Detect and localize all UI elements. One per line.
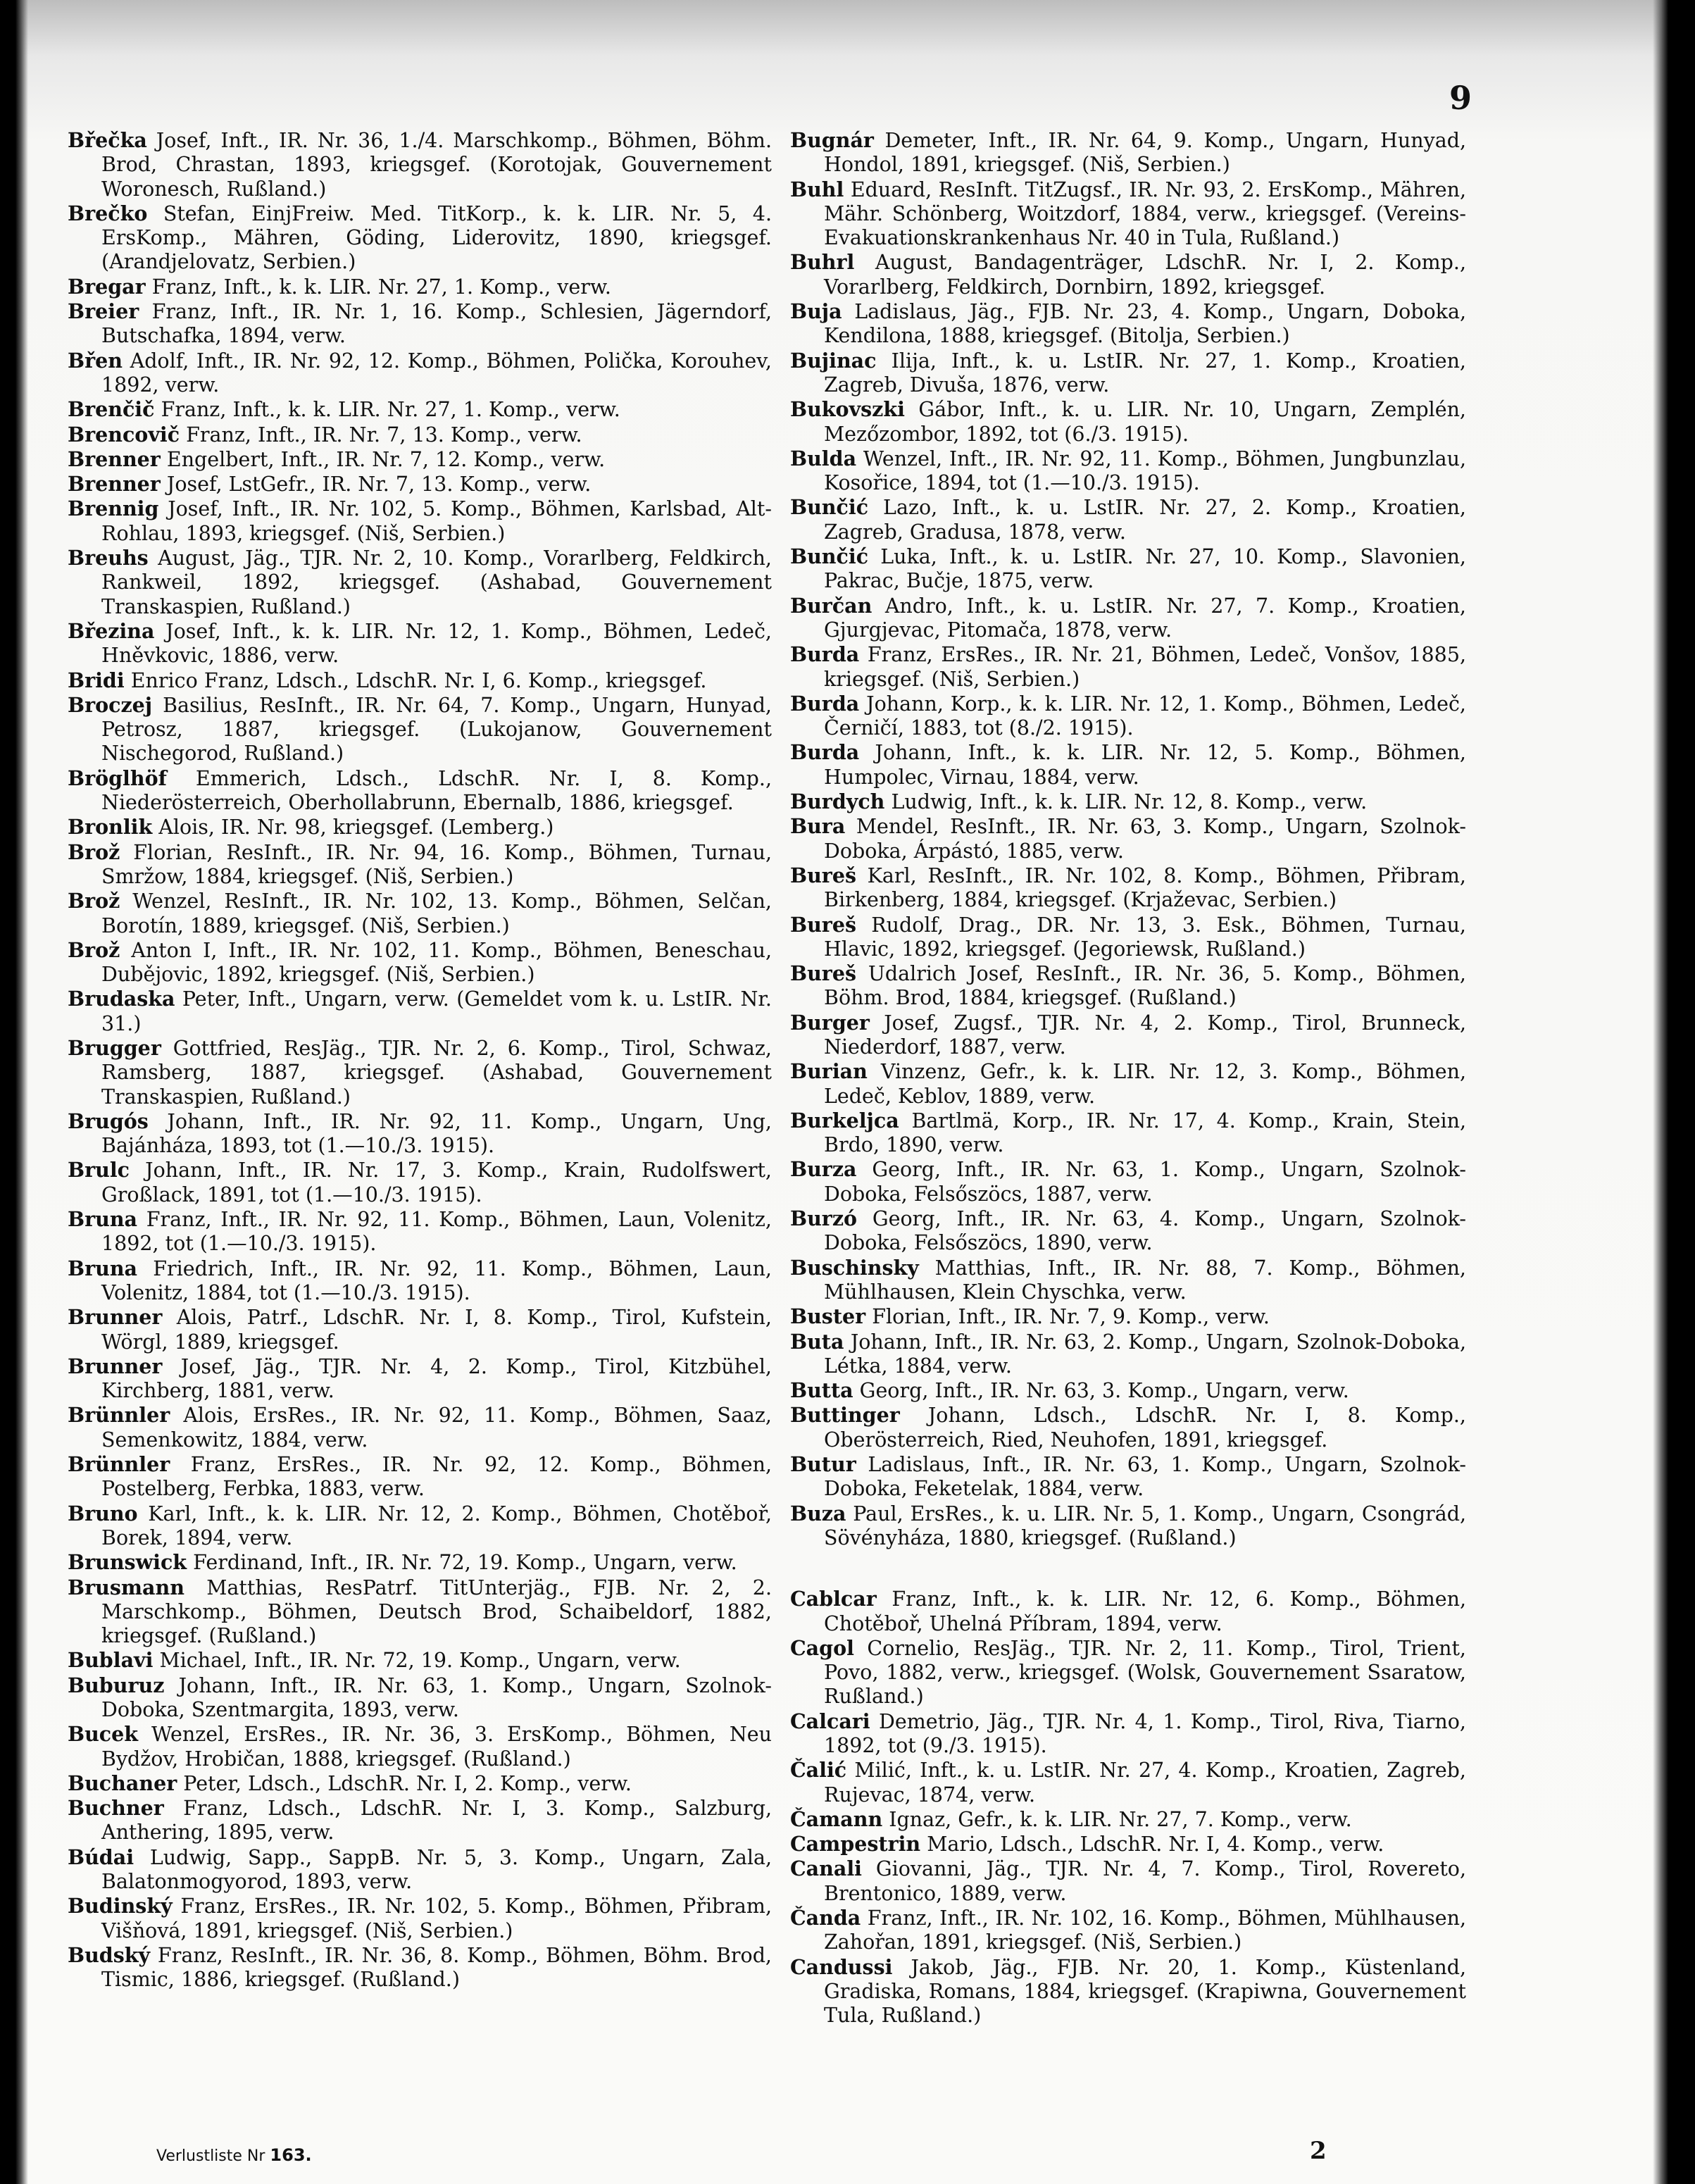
casualty-entry <box>68 497 772 546</box>
section-gap <box>790 1550 1466 1587</box>
entry-surname: Bunčić <box>790 495 869 520</box>
entry-details: Milić, Inft., k. u. LstIR. Nr. 27, 4. Komp., Kroatien, Zagreb, Rujevac, 1874, verw. <box>824 1759 1466 1807</box>
casualty-entry <box>68 397 772 422</box>
casualty-entry <box>68 349 772 398</box>
entry-details: Georg, Inft., IR. Nr. 63, 3. Komp., Ungarn, verw. <box>859 1379 1349 1403</box>
entry-surname: Burian <box>790 1059 868 1084</box>
entry-details: Franz, ErsRes., IR. Nr. 21, Böhmen, Ledeč, Vonšov, 1885, kriegsgef. (Niš, Serbien.) <box>824 643 1467 691</box>
entry-details: Franz, Inft., k. k. LIR. Nr. 27, 1. Komp., verw. <box>151 275 611 299</box>
entry-surname: Broczej <box>68 692 153 717</box>
casualty-entry <box>68 1575 772 1649</box>
entry-details: Karl, ResInft., IR. Nr. 102, 8. Komp., Böhmen, Přibram, Birkenberg, 1884, kriegsgef. (Krjaževac, Serbien.) <box>824 863 1466 912</box>
casualty-entry <box>790 1502 1466 1551</box>
entry-surname: Břečka <box>68 128 147 152</box>
entry-details: Ferdinand, Inft., IR. Nr. 72, 19. Komp., Ungarn, verw. <box>193 1551 737 1575</box>
entry-details: Franz, Inft., k. k. LIR. Nr. 12, 6. Komp., Böhmen, Chotěboř, Uhelná Příbram, 1894, verw. <box>824 1587 1467 1635</box>
footer-label <box>156 2145 312 2165</box>
entry-surname: Buza <box>790 1501 846 1525</box>
entry-details: Matthias, ResPatrf. TitUnterjäg., FJB. Nr. 2, 2. Marschkomp., Böhmen, Deutsch Brod, Schaibeldorf, 1882, kriegsgef. (Rußland.) <box>101 1575 772 1648</box>
entry-surname: Brenner <box>68 447 161 471</box>
entry-surname: Čamann <box>790 1807 883 1831</box>
entry-details: Gábor, Inft., k. u. LIR. Nr. 10, Ungarn, Zemplén, Mezőzombor, 1892, tot (6./3. 1915). <box>824 398 1466 446</box>
entry-details: Anton I, Inft., IR. Nr. 102, 11. Komp., Böhmen, Beneschau, Dubějovic, 1892, kriegsgef. (Niš, Serbien.) <box>101 938 773 987</box>
entry-surname: Candussi <box>790 1954 893 1979</box>
entries-b <box>790 128 1466 1550</box>
entry-surname: Bröglhöf <box>68 766 167 790</box>
entry-details: Johann, Inft., k. k. LIR. Nr. 12, 5. Komp., Böhmen, Humpolec, Virnau, 1884, verw. <box>824 741 1466 789</box>
casualty-entry <box>790 1955 1466 2028</box>
casualty-entry <box>68 1403 772 1452</box>
entry-details: Gottfried, ResJäg., TJR. Nr. 2, 6. Komp., Tirol, Schwaz, Ramsberg, 1887, kriegsgef. (Ashabad, Gouvernement Transkaspien, Rußland.) <box>101 1036 772 1109</box>
entry-details: August, Bandagenträger, LdschR. Nr. I, 2. Komp., Vorarlberg, Feldkirch, Dornbirn, 1892, kriegsgef. <box>824 251 1467 299</box>
casualty-entry <box>68 1673 772 1723</box>
entry-surname: Bureš <box>790 912 857 937</box>
casualty-entry <box>790 1857 1466 1906</box>
entry-surname: Budský <box>68 1942 151 1967</box>
entry-details: Franz, Inft., k. k. LIR. Nr. 27, 1. Komp., verw. <box>161 398 620 422</box>
casualty-entry <box>68 1943 772 1992</box>
entry-surname: Bucek <box>68 1722 139 1747</box>
entry-surname: Bura <box>790 814 846 839</box>
entry-surname: Buja <box>790 299 842 324</box>
entry-details: Franz, Inft., IR. Nr. 7, 13. Komp., verw. <box>186 423 582 447</box>
entry-details: Franz, Ldsch., LdschR. Nr. I, 3. Komp., Salzburg, Anthering, 1895, verw. <box>101 1797 773 1845</box>
entry-details: Peter, Inft., Ungarn, verw. (Gemeldet vom k. u. LstIR. Nr. 31.) <box>101 987 772 1035</box>
entry-surname: Butta <box>790 1378 853 1403</box>
casualty-entry <box>68 619 772 668</box>
entry-details: Rudolf, Drag., DR. Nr. 13, 3. Esk., Böhmen, Turnau, Hlavic, 1892, kriegsgef. (Jegoriewsk, Rußland.) <box>824 913 1466 961</box>
entry-surname: Burda <box>790 691 860 716</box>
casualty-entry <box>68 1036 772 1109</box>
casualty-entry <box>790 544 1466 594</box>
entry-surname: Brečko <box>68 201 148 225</box>
entry-surname: Cablcar <box>790 1587 877 1611</box>
casualty-entry <box>790 1587 1466 1636</box>
entry-details: Peter, Ldsch., LdschR. Nr. I, 2. Komp., verw. <box>183 1771 632 1795</box>
entry-surname: Burza <box>790 1157 857 1182</box>
casualty-entry <box>790 250 1466 299</box>
casualty-entry <box>68 128 772 201</box>
casualty-entry <box>68 889 772 938</box>
entry-details: Josef, LstGefr., IR. Nr. 7, 13. Komp., verw. <box>166 473 592 497</box>
entry-details: Demetrio, Jäg., TJR. Nr. 4, 1. Komp., Tirol, Riva, Tiarno, 1892, tot (9./3. 1915). <box>824 1709 1466 1757</box>
casualty-entry <box>68 1256 772 1306</box>
casualty-entry <box>790 349 1466 398</box>
casualty-entry <box>790 1256 1466 1305</box>
entry-surname: Bridi <box>68 668 125 692</box>
casualty-entry <box>68 987 772 1036</box>
casualty-entry <box>790 961 1466 1011</box>
entry-details: Jakob, Jäg., FJB. Nr. 20, 1. Komp., Küstenland, Gradiska, Romans, 1884, kriegsgef. (Krapiwna, Gouvernement Tula, Rußland.) <box>824 1955 1467 2028</box>
entry-details: Adolf, Inft., IR. Nr. 92, 12. Komp., Böhmen, Polička, Korouhev, 1892, verw. <box>101 349 772 397</box>
entry-details: Johann, Inft., IR. Nr. 63, 2. Komp., Ungarn, Szolnok-Doboka, Létka, 1884, verw. <box>824 1330 1466 1378</box>
casualty-entry <box>68 1845 772 1895</box>
entry-details: Mario, Ldsch., LdschR. Nr. I, 4. Komp., verw. <box>927 1833 1384 1857</box>
casualty-entry <box>790 447 1466 496</box>
entry-surname: Bruna <box>68 1207 138 1232</box>
entry-surname: Butur <box>790 1452 856 1477</box>
entry-surname: Buschinsky <box>790 1255 919 1280</box>
entry-details: Johann, Inft., IR. Nr. 63, 1. Komp., Ungarn, Szolnok-Doboka, Szentmargita, 1893, verw. <box>101 1673 772 1721</box>
entry-surname: Buchaner <box>68 1771 177 1795</box>
entry-surname: Brugós <box>68 1109 149 1133</box>
entry-surname: Budinský <box>68 1894 173 1918</box>
entry-surname: Brudaska <box>68 987 175 1011</box>
casualty-entry <box>68 201 772 275</box>
casualty-entry <box>68 1771 772 1796</box>
casualty-entry <box>68 275 772 299</box>
entry-details: Florian, Inft., IR. Nr. 7, 9. Komp., verw. <box>872 1305 1270 1329</box>
entry-surname: Bregar <box>68 274 146 299</box>
casualty-entry <box>790 913 1466 962</box>
casualty-entry <box>68 766 772 816</box>
entry-details: Josef, Inft., k. k. LIR. Nr. 12, 1. Komp., Böhmen, Ledeč, Hněvkovic, 1886, verw. <box>101 619 772 668</box>
casualty-entry <box>790 128 1466 177</box>
entry-details: Karl, Inft., k. k. LIR. Nr. 12, 2. Komp., Böhmen, Chotěboř, Borek, 1894, verw. <box>101 1502 772 1549</box>
entry-details: Paul, ErsRes., k. u. LIR. Nr. 5, 1. Komp., Ungarn, Csongrád, Sövényháza, 1880, kriegsgef. (Rußland.) <box>824 1502 1467 1549</box>
entry-details: Wenzel, ResInft., IR. Nr. 102, 13. Komp., Böhmen, Selčan, Borotín, 1889, kriegsgef. (Niš, Serbien.) <box>101 890 772 937</box>
entry-surname: Břen <box>68 348 123 373</box>
entry-surname: Cagol <box>790 1635 854 1660</box>
casualty-entry <box>790 642 1466 692</box>
entry-details: Johann, Inft., IR. Nr. 92, 11. Komp., Ungarn, Ung, Bajánháza, 1893, tot (1.—10./3. 1915). <box>101 1109 772 1158</box>
entry-details: Ladislaus, Jäg., FJB. Nr. 23, 4. Komp., Ungarn, Doboka, Kendilona, 1888, kriegsgef. (Bitolja, Serbien.) <box>824 300 1467 348</box>
entry-surname: Čalić <box>790 1758 847 1783</box>
entry-details: Enrico Franz, Ldsch., LdschR. Nr. I, 6. Komp., kriegsgef. <box>130 668 707 692</box>
entry-surname: Calcari <box>790 1709 870 1733</box>
entry-surname: Brenčič <box>68 397 155 422</box>
casualty-entry <box>790 1378 1466 1403</box>
entry-surname: Bujinac <box>790 348 877 373</box>
entry-details: Giovanni, Jäg., TJR. Nr. 4, 7. Komp., Tirol, Rovereto, Brentonico, 1889, verw. <box>824 1857 1467 1905</box>
entry-surname: Búdai <box>68 1845 135 1869</box>
casualty-entry <box>68 1502 772 1551</box>
entry-details: Alois, Patrf., LdschR. Nr. I, 8. Komp., Tirol, Kufstein, Wörgl, 1889, kriegsgef. <box>101 1306 772 1354</box>
entry-details: Georg, Inft., IR. Nr. 63, 4. Komp., Ungarn, Szolnok-Doboka, Felsőszöcs, 1890, verw. <box>824 1207 1466 1255</box>
casualty-entry <box>68 840 772 890</box>
casualty-entry <box>790 299 1466 349</box>
casualty-entry <box>790 1452 1466 1502</box>
entry-surname: Bugnár <box>790 128 874 152</box>
entry-surname: Březina <box>68 618 155 643</box>
entry-surname: Buta <box>790 1329 844 1354</box>
entry-surname: Bruno <box>68 1501 138 1525</box>
entry-details: Demeter, Inft., IR. Nr. 64, 9. Komp., Ungarn, Hunyad, Hondol, 1891, kriegsgef. (Niš, Serbien.) <box>824 129 1467 177</box>
entry-surname: Bruna <box>68 1256 138 1280</box>
entry-details: Wenzel, Inft., IR. Nr. 92, 11. Komp., Böhmen, Jungbunzlau, Kosořice, 1894, tot (1.—10./3. 1915). <box>824 447 1467 495</box>
casualty-entry <box>790 790 1466 814</box>
casualty-entry <box>68 472 772 497</box>
casualty-entry <box>790 863 1466 913</box>
casualty-entry <box>790 814 1466 863</box>
entry-surname: Burzó <box>790 1206 858 1231</box>
entry-surname: Bureš <box>790 961 857 986</box>
entry-surname: Bulda <box>790 446 857 470</box>
right-column <box>790 128 1466 2028</box>
entry-surname: Buchner <box>68 1796 164 1821</box>
entry-surname: Buster <box>790 1304 866 1329</box>
casualty-entry <box>790 1832 1466 1857</box>
casualty-entry <box>68 1894 772 1943</box>
casualty-entry <box>68 299 772 349</box>
entry-surname: Brož <box>68 840 120 864</box>
casualty-entry <box>68 1550 772 1575</box>
casualty-entry <box>790 692 1466 741</box>
casualty-entry <box>68 815 772 840</box>
entry-details: Stefan, EinjFreiw. Med. TitKorp., k. k. LIR. Nr. 5, 4. ErsKomp., Mähren, Göding, Liderovitz, 1890, kriegsgef. (Arandjelovatz, Serbien.) <box>101 201 772 274</box>
casualty-entry <box>790 1636 1466 1709</box>
entry-details: Andro, Inft., k. u. LstIR. Nr. 27, 7. Komp., Kroatien, Gjurgjevac, Pitomača, 1878, verw. <box>824 594 1466 642</box>
entry-details: Udalrich Josef, ResInft., IR. Nr. 36, 5. Komp., Böhmen, Böhm. Brod, 1884, kriegsgef. (Rußland.) <box>824 962 1466 1010</box>
entry-details: Cornelio, ResJäg., TJR. Nr. 2, 11. Komp., Tirol, Trient, Povo, 1882, verw., kriegsgef. (Wolsk, Gouvernement Ssaratow, Rußland.) <box>824 1636 1466 1709</box>
entry-surname: Buburuz <box>68 1673 165 1697</box>
casualty-entry <box>790 1906 1466 1955</box>
scan-edge-right <box>1653 0 1695 2184</box>
entry-surname: Brož <box>68 889 120 913</box>
entry-details: Mendel, ResInft., IR. Nr. 63, 3. Komp., Ungarn, Szolnok-Doboka, Árpástó, 1885, verw. <box>824 815 1467 863</box>
entry-details: Josef, Inft., IR. Nr. 102, 5. Komp., Böhmen, Karlsbad, Alt-Rohlau, 1893, kriegsgef. (Niš, Serbien.) <box>101 497 772 545</box>
entry-surname: Brunner <box>68 1305 163 1330</box>
entry-details: Engelbert, Inft., IR. Nr. 7, 12. Komp., verw. <box>166 447 606 471</box>
entry-details: Ilija, Inft., k. u. LstIR. Nr. 27, 1. Komp., Kroatien, Zagreb, Divuša, 1876, verw. <box>824 349 1466 397</box>
entry-details: Emmerich, Ldsch., LdschR. Nr. I, 8. Komp., Niederösterreich, Oberhollabrunn, Ebernalb, 1886, kriegsgef. <box>101 766 773 815</box>
casualty-entry <box>68 1796 772 1845</box>
entry-surname: Bukovszki <box>790 397 905 422</box>
entry-details: Josef, Zugsf., TJR. Nr. 4, 2. Komp., Tirol, Brunneck, Niederdorf, 1887, verw. <box>824 1011 1467 1059</box>
footer-list-number: 163. <box>270 2145 312 2165</box>
entry-details: Johann, Inft., IR. Nr. 17, 3. Komp., Krain, Rudolfswert, Großlack, 1891, tot (1.—10./3. 1915). <box>101 1159 772 1206</box>
entry-surname: Brünnler <box>68 1403 170 1428</box>
entries-c <box>790 1587 1466 2028</box>
entry-surname: Brünnler <box>68 1452 170 1477</box>
entry-surname: Bunčić <box>790 544 869 569</box>
entry-details: Alois, ErsRes., IR. Nr. 92, 11. Komp., Böhmen, Saaz, Semenkowitz, 1884, verw. <box>101 1404 772 1452</box>
casualty-entry <box>68 447 772 472</box>
entry-details: Ladislaus, Inft., IR. Nr. 63, 1. Komp., Ungarn, Szolnok-Doboka, Feketelak, 1884, verw. <box>824 1453 1467 1501</box>
casualty-entry <box>790 1807 1466 1832</box>
entry-details: Franz, Inft., IR. Nr. 1, 16. Komp., Schlesien, Jägerndorf, Butschafka, 1894, verw. <box>101 300 772 348</box>
scan-edge-left <box>0 0 28 2184</box>
entry-surname: Burčan <box>790 593 872 618</box>
entry-details: Florian, ResInft., IR. Nr. 94, 16. Komp., Böhmen, Turnau, Smržow, 1884, kriegsgef. (Niš, Serbien.) <box>101 840 773 888</box>
casualty-entry <box>790 594 1466 643</box>
entry-details: Franz, ErsRes., IR. Nr. 102, 5. Komp., Böhmen, Přibram, Višňová, 1891, kriegsgef. (Niš, Serbien.) <box>101 1895 773 1942</box>
entry-surname: Burdych <box>790 790 885 814</box>
entry-surname: Campestrin <box>790 1832 921 1857</box>
casualty-entry <box>68 1305 772 1354</box>
casualty-entry <box>790 1011 1466 1060</box>
casualty-entry <box>68 1158 772 1207</box>
casualty-entry <box>68 1207 772 1256</box>
entry-surname: Breuhs <box>68 546 149 570</box>
entry-details: Bartlmä, Korp., IR. Nr. 17, 4. Komp., Krain, Stein, Brdo, 1890, verw. <box>824 1109 1467 1157</box>
entry-details: Georg, Inft., IR. Nr. 63, 1. Komp., Ungarn, Szolnok-Doboka, Felsőszöcs, 1887, verw. <box>824 1158 1466 1206</box>
entry-details: Alois, IR. Nr. 98, kriegsgef. (Lemberg.) <box>158 816 554 840</box>
entry-details: Johann, Ldsch., LdschR. Nr. I, 8. Komp., Oberösterreich, Ried, Neuhofen, 1891, kriegsgef. <box>824 1404 1466 1452</box>
entry-surname: Burda <box>790 740 860 765</box>
entry-details: Lazo, Inft., k. u. LstIR. Nr. 27, 2. Komp., Kroatien, Zagreb, Gradusa, 1878, verw. <box>824 496 1466 544</box>
entry-details: August, Jäg., TJR. Nr. 2, 10. Komp., Vorarlberg, Feldkirch, Rankweil, 1892, kriegsgef. (Ashabad, Gouvernement Transkaspien, Rußland.) <box>101 547 772 618</box>
entry-surname: Buhrl <box>790 250 855 275</box>
casualty-entry <box>790 740 1466 790</box>
entry-details: Ludwig, Sapp., SappB. Nr. 5, 3. Komp., Ungarn, Zala, Balatonmogyorod, 1893, verw. <box>101 1845 773 1894</box>
entry-surname: Bronlik <box>68 815 153 840</box>
entry-surname: Burda <box>790 642 860 667</box>
casualty-entry <box>790 397 1466 447</box>
entry-surname: Brencovič <box>68 422 180 447</box>
casualty-entry <box>790 495 1466 544</box>
casualty-entry <box>68 1722 772 1771</box>
entry-details: Johann, Korp., k. k. LIR. Nr. 12, 1. Komp., Böhmen, Ledeč, Černičí, 1883, tot (8./2. 1915). <box>824 692 1466 740</box>
casualty-entry <box>68 938 772 987</box>
entry-surname: Brunner <box>68 1354 163 1378</box>
casualty-entry <box>790 1206 1466 1256</box>
entry-details: Friedrich, Inft., IR. Nr. 92, 11. Komp., Böhmen, Laun, Volenitz, 1884, tot (1.—10./3. 1915). <box>101 1256 772 1304</box>
entry-surname: Buhl <box>790 177 844 201</box>
entry-surname: Brenner <box>68 472 161 497</box>
entry-surname: Bublavi <box>68 1648 154 1673</box>
casualty-entry <box>790 1157 1466 1206</box>
left-column <box>68 128 772 1992</box>
casualty-entry <box>790 1304 1466 1329</box>
entry-details: Franz, Inft., IR. Nr. 102, 16. Komp., Böhmen, Mühlhausen, Zahořan, 1891, kriegsgef. (Niš, Serbien.) <box>824 1907 1467 1954</box>
entry-details: Basilius, ResInft., IR. Nr. 64, 7. Komp., Ungarn, Hunyad, Petrosz, 1887, kriegsgef. (Lukojanow, Gouvernement Nischegorod, Rußland.) <box>101 693 772 766</box>
footer-label-text: Verlustliste Nr <box>156 2147 265 2165</box>
entry-surname: Brunswick <box>68 1550 187 1575</box>
casualty-entry <box>68 1452 772 1502</box>
entry-details: Franz, ErsRes., IR. Nr. 92, 12. Komp., Böhmen, Postelberg, Ferbka, 1883, verw. <box>101 1453 773 1501</box>
entry-details: Matthias, Inft., IR. Nr. 88, 7. Komp., Böhmen, Mühlhausen, Klein Chyschka, verw. <box>824 1256 1466 1304</box>
casualty-entry <box>68 693 772 766</box>
entry-surname: Bureš <box>790 863 857 887</box>
entry-details: Ludwig, Inft., k. k. LIR. Nr. 12, 8. Komp., verw. <box>891 790 1368 814</box>
signature-mark: 2 <box>1310 2137 1327 2165</box>
page-number: 9 <box>1449 79 1472 117</box>
casualty-entry <box>68 1648 772 1673</box>
casualty-entry <box>68 423 772 447</box>
entry-details: Franz, ResInft., IR. Nr. 36, 8. Komp., Böhmen, Böhm. Brod, Tismic, 1886, kriegsgef. (Rußland.) <box>101 1943 772 1992</box>
casualty-entry <box>68 1109 772 1159</box>
entry-details: Luka, Inft., k. u. LstIR. Nr. 27, 10. Komp., Slavonien, Pakrac, Bučje, 1875, verw. <box>824 545 1466 593</box>
casualty-entry <box>790 1403 1466 1452</box>
casualty-entry <box>68 546 772 619</box>
casualty-entry <box>790 1330 1466 1379</box>
entry-surname: Buttinger <box>790 1403 900 1428</box>
entry-surname: Čanda <box>790 1906 861 1930</box>
entry-surname: Brož <box>68 937 120 962</box>
casualty-entry <box>790 1758 1466 1807</box>
casualty-entry <box>790 1109 1466 1158</box>
entry-surname: Brusmann <box>68 1575 184 1599</box>
entry-surname: Burkeljca <box>790 1108 899 1132</box>
casualty-entry <box>790 1059 1466 1109</box>
entry-details: Josef, Jäg., TJR. Nr. 4, 2. Komp., Tirol, Kitzbühel, Kirchberg, 1881, verw. <box>101 1354 772 1403</box>
entry-details: Michael, Inft., IR. Nr. 72, 19. Komp., Ungarn, verw. <box>159 1649 681 1673</box>
entry-details: Vinzenz, Gefr., k. k. LIR. Nr. 12, 3. Komp., Böhmen, Ledeč, Keblov, 1889, verw. <box>824 1060 1466 1108</box>
entry-surname: Canali <box>790 1857 862 1881</box>
entry-details: Wenzel, ErsRes., IR. Nr. 36, 3. ErsKomp., Böhmen, Neu Bydžov, Hrobičan, 1888, kriegsgef. (Rußland.) <box>101 1723 772 1771</box>
casualty-entry <box>68 1354 772 1404</box>
entry-surname: Breier <box>68 299 139 324</box>
entry-surname: Burger <box>790 1010 870 1035</box>
entry-surname: Brugger <box>68 1035 161 1060</box>
entry-details: Eduard, ResInft. TitZugsf., IR. Nr. 93, 2. ErsKomp., Mähren, Mähr. Schönberg, Woitzdorf, 1884, verw., kriegsgef. (Vereins-Evakuationskrankenhaus Nr. 40 in Tula, Rußland.) <box>824 177 1466 250</box>
entry-surname: Brennig <box>68 497 159 521</box>
casualty-entry <box>68 668 772 693</box>
entry-details: Ignaz, Gefr., k. k. LIR. Nr. 27, 7. Komp., verw. <box>889 1807 1352 1831</box>
entry-details: Josef, Inft., IR. Nr. 36, 1./4. Marschkomp., Böhmen, Böhm. Brod, Chrastan, 1893, kriegsgef. (Korotojak, Gouvernement Woronesch, Rußland.) <box>101 129 773 201</box>
casualty-entry <box>790 1709 1466 1759</box>
entry-details: Franz, Inft., IR. Nr. 92, 11. Komp., Böhmen, Laun, Volenitz, 1892, tot (1.—10./3. 1915). <box>101 1208 772 1256</box>
entry-surname: Brulc <box>68 1158 130 1183</box>
casualty-entry <box>790 177 1466 251</box>
